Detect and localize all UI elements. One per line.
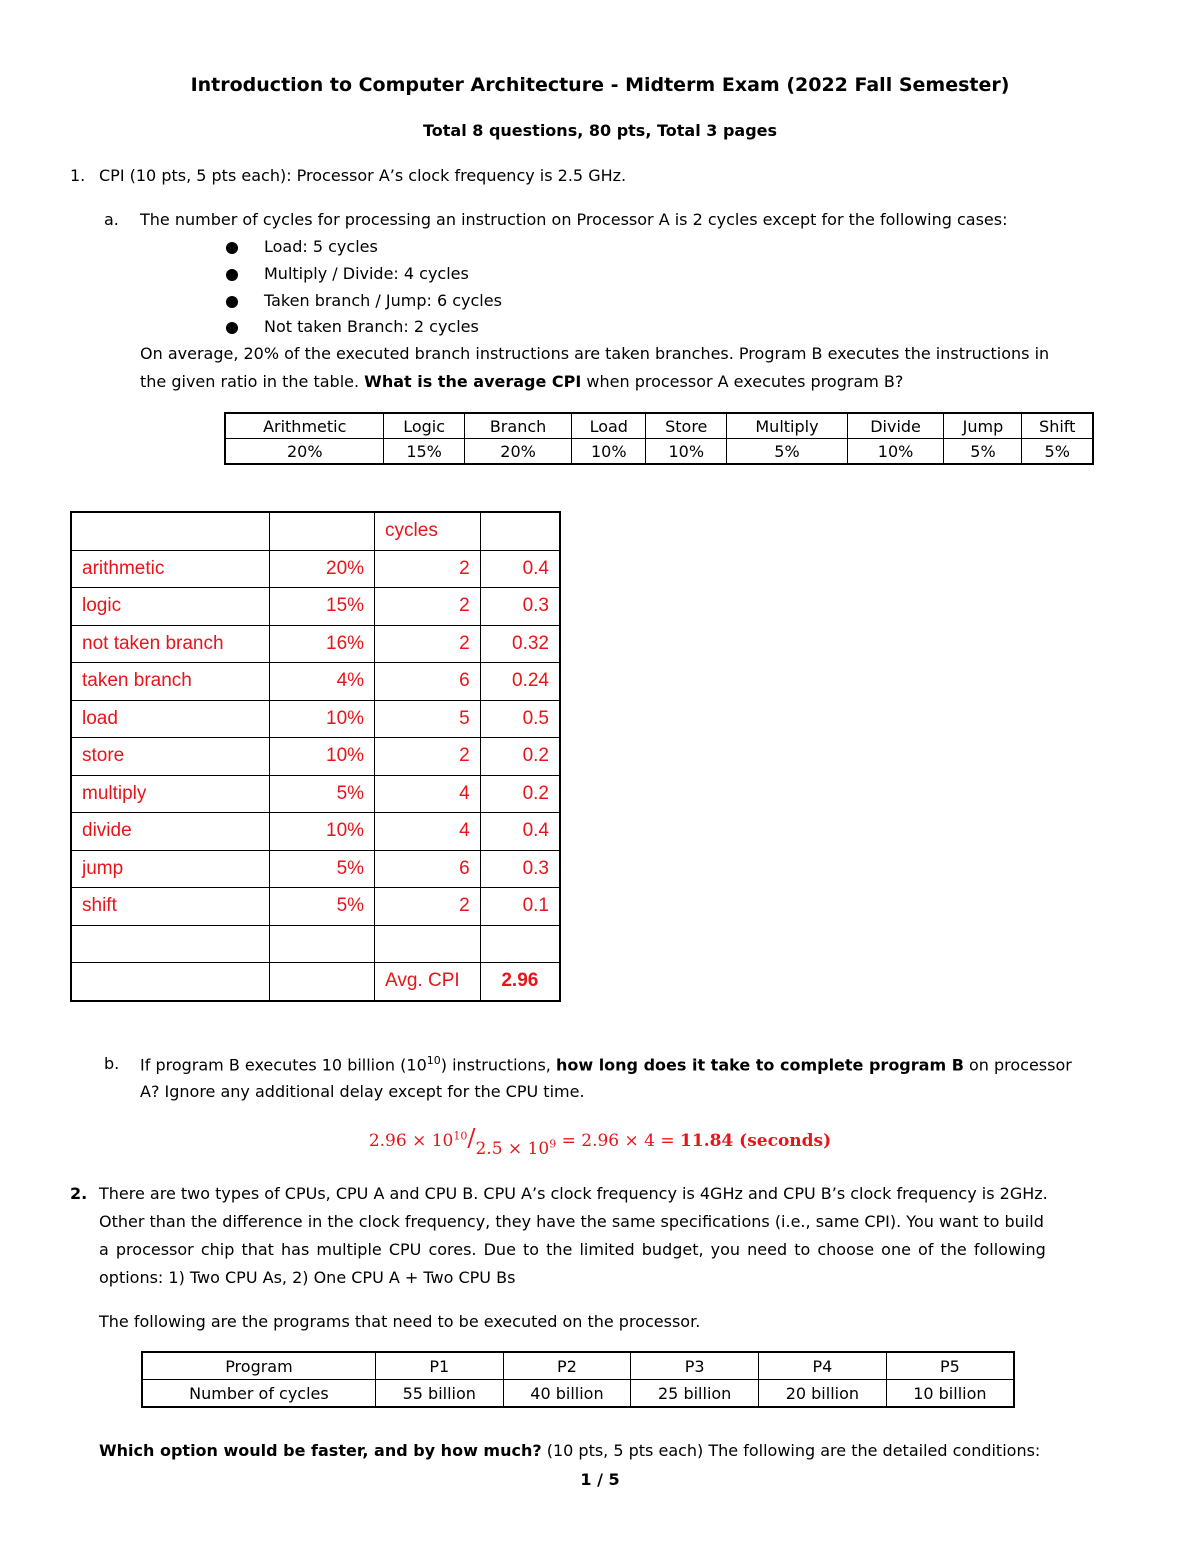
table-cell: 0.24 [480, 663, 560, 701]
table-row [71, 700, 560, 738]
table-cell: 55 billion [375, 1380, 503, 1408]
table-cell: 5% [727, 439, 847, 465]
q2-line: options: 1) Two CPU As, 2) One CPU A + Two CPU Bs [99, 1268, 516, 1287]
answer-formula: $2.96 \times 10^{10}/2.5 \times 10^9 = 2.96 \times 4 = 11.84$ (seconds) [368, 1124, 832, 1159]
table-cell: 20% [464, 439, 572, 465]
table-header-cell: Branch [464, 413, 572, 439]
table-cell: jump [71, 850, 269, 888]
table-cell: 5% [1022, 439, 1093, 465]
bullet-item [264, 291, 502, 310]
table-row [71, 738, 560, 776]
q2-number: 2. [70, 1184, 88, 1203]
avg-cpi-label: Avg. CPI [375, 963, 481, 1001]
table-row [71, 888, 560, 926]
formula-middle: = 2.96 × 4 = [556, 1131, 681, 1151]
table-cell [71, 963, 269, 1001]
table-row [142, 1352, 1014, 1380]
q1b-line1-mid: ) instructions, [440, 1055, 556, 1075]
table-row [225, 413, 1093, 439]
program-cycles-table [141, 1351, 1015, 1408]
q1-number: 1. [70, 166, 86, 185]
table-cell: 10% [646, 439, 727, 465]
table-cell: 16% [269, 625, 375, 663]
table-cell: logic [71, 588, 269, 626]
table-cell: Number of cycles [142, 1380, 375, 1408]
table-cell: taken branch [71, 663, 269, 701]
q2-question [99, 1441, 1040, 1460]
q1b-label: b. [104, 1054, 120, 1073]
bullet-text: Not taken Branch: 2 cycles [264, 317, 479, 336]
exam-subtitle: Total 8 questions, 80 pts, Total 3 pages [422, 121, 778, 140]
q1a-para2 [140, 372, 903, 391]
q1b-line1 [140, 1054, 1072, 1074]
avg-cpi-value: 2.96 [480, 963, 560, 1001]
table-row [71, 925, 560, 963]
q1a-label: a. [104, 210, 119, 229]
table-cell: divide [71, 813, 269, 851]
table-header-cell: Arithmetic [225, 413, 384, 439]
table-cell: 0.2 [480, 738, 560, 776]
exam-title: Introduction to Computer Architecture - Midterm Exam (2022 Fall Semester) [190, 74, 1010, 96]
table-header-cell: P3 [631, 1352, 759, 1380]
table-header-cell: Divide [847, 413, 944, 439]
bullet-icon [226, 269, 238, 281]
table-cell: 25 billion [631, 1380, 759, 1408]
table-cell: multiply [71, 775, 269, 813]
table-cell: 40 billion [503, 1380, 631, 1408]
table-header-cell: P2 [503, 1352, 631, 1380]
table-cell: 4 [375, 775, 481, 813]
q1b-line1-start: If program B executes 10 billion (10 [140, 1055, 427, 1075]
table-header-cell: P5 [886, 1352, 1014, 1380]
table-cell: store [71, 738, 269, 776]
table-header-cell: P4 [759, 1352, 887, 1380]
q2-question-bold: Which option would be faster, and by how much? [99, 1441, 542, 1460]
table-cell [480, 512, 560, 550]
table-row [71, 963, 560, 1001]
table-cell: arithmetic [71, 550, 269, 588]
q1a-para2-start: the given ratio in the table. [140, 372, 365, 391]
table-cell: 10% [572, 439, 646, 465]
table-cell [71, 512, 269, 550]
q2-question-rest: (10 pts, 5 pts each) The following are the detailed conditions: [541, 1441, 1041, 1460]
formula-denominator: $2.5 \times 10^9$ [475, 1137, 557, 1159]
bullet-item [264, 317, 479, 336]
q2-intro: The following are the programs that need to be executed on the processor. [99, 1312, 701, 1331]
bullet-text: Multiply / Divide: 4 cycles [264, 264, 469, 283]
table-cell [71, 925, 269, 963]
table-row [71, 625, 560, 663]
table-cell [269, 925, 375, 963]
cycles-header: cycles [375, 512, 481, 550]
table-cell: 5% [269, 775, 375, 813]
table-row [71, 850, 560, 888]
table-header-cell: Logic [384, 413, 464, 439]
table-cell [269, 512, 375, 550]
table-row [71, 512, 560, 550]
table-cell: 10% [269, 813, 375, 851]
table-cell: 0.3 [480, 850, 560, 888]
q2-line: a processor chip that has multiple CPU cores. Due to the limited budget, you need to choose one of the following [99, 1240, 1046, 1259]
table-header-cell: Jump [944, 413, 1022, 439]
bullet-icon [226, 296, 238, 308]
table-cell: 0.32 [480, 625, 560, 663]
table-header-cell: Store [646, 413, 727, 439]
bullet-item [264, 264, 469, 283]
table-header-cell: P1 [375, 1352, 503, 1380]
table-header-cell: Program [142, 1352, 375, 1380]
q1b-line1-bold: how long does it take to complete program B [555, 1055, 964, 1075]
table-cell: 5% [269, 888, 375, 926]
table-cell: 15% [269, 588, 375, 626]
table-cell: 10% [847, 439, 944, 465]
q1b-line1-sup: 10 [426, 1054, 441, 1067]
table-cell: 5 [375, 700, 481, 738]
table-cell: 10% [269, 738, 375, 776]
table-cell: 0.4 [480, 550, 560, 588]
page-number: 1 / 5 [580, 1470, 620, 1489]
bullet-icon [226, 322, 238, 334]
q1-heading: CPI (10 pts, 5 pts each): Processor A’s clock frequency is 2.5 GHz. [99, 166, 627, 185]
table-cell: 20 billion [759, 1380, 887, 1408]
table-cell: 20% [269, 550, 375, 588]
q2-line: Other than the difference in the clock frequency, they have the same specifications (i.e., same CPI). You want to build [99, 1212, 1044, 1231]
table-cell: 0.2 [480, 775, 560, 813]
table-row [71, 550, 560, 588]
instruction-mix-table [224, 412, 1094, 465]
table-row [71, 813, 560, 851]
table-cell: 6 [375, 850, 481, 888]
table-cell: 0.1 [480, 888, 560, 926]
table-row [225, 439, 1093, 465]
q1b-line1-end: on processor [963, 1055, 1072, 1075]
q1a-para1: On average, 20% of the executed branch instructions are taken branches. Program B executes the instructions in [140, 344, 1050, 363]
table-cell: 2 [375, 550, 481, 588]
table-header-cell: Load [572, 413, 646, 439]
formula-numerator: $2.96 \times 10^{10}$ [368, 1129, 468, 1151]
bullet-text: Taken branch / Jump: 6 cycles [264, 291, 502, 310]
table-cell: 2 [375, 588, 481, 626]
table-cell [375, 925, 481, 963]
table-cell: 15% [384, 439, 464, 465]
table-cell: 0.4 [480, 813, 560, 851]
bullet-text: Load: 5 cycles [264, 237, 378, 256]
q1a-text: The number of cycles for processing an instruction on Processor A is 2 cycles except for the following cases: [140, 210, 1008, 229]
table-row [142, 1380, 1014, 1408]
table-cell: load [71, 700, 269, 738]
table-cell: 6 [375, 663, 481, 701]
table-header-cell: Multiply [727, 413, 847, 439]
table-cell: 10% [269, 700, 375, 738]
table-cell: 5% [944, 439, 1022, 465]
table-cell [480, 925, 560, 963]
table-row [71, 775, 560, 813]
q1b-line2: A? Ignore any additional delay except for the CPU time. [140, 1082, 585, 1101]
table-header-cell: Shift [1022, 413, 1093, 439]
cpi-answer-table [70, 511, 561, 1002]
q1a-para2-end: when processor A executes program B? [581, 372, 904, 391]
table-cell: 5% [269, 850, 375, 888]
table-cell: 4% [269, 663, 375, 701]
table-cell: 2 [375, 888, 481, 926]
table-cell: 0.5 [480, 700, 560, 738]
table-cell: shift [71, 888, 269, 926]
bullet-icon [226, 242, 238, 254]
table-row [71, 663, 560, 701]
q2-line: There are two types of CPUs, CPU A and CPU B. CPU A’s clock frequency is 4GHz and CPU B’s clock frequency is 2GHz. [99, 1184, 1048, 1203]
table-cell [269, 963, 375, 1001]
bullet-item [264, 237, 378, 256]
table-cell: 0.3 [480, 588, 560, 626]
table-cell: 10 billion [886, 1380, 1014, 1408]
table-cell: 4 [375, 813, 481, 851]
formula-result: 11.84 (seconds) [680, 1131, 832, 1151]
table-cell: 2 [375, 738, 481, 776]
table-row [71, 588, 560, 626]
table-cell: not taken branch [71, 625, 269, 663]
table-cell: 2 [375, 625, 481, 663]
q1a-para2-bold: What is the average CPI [364, 372, 582, 391]
table-cell: 20% [225, 439, 384, 465]
